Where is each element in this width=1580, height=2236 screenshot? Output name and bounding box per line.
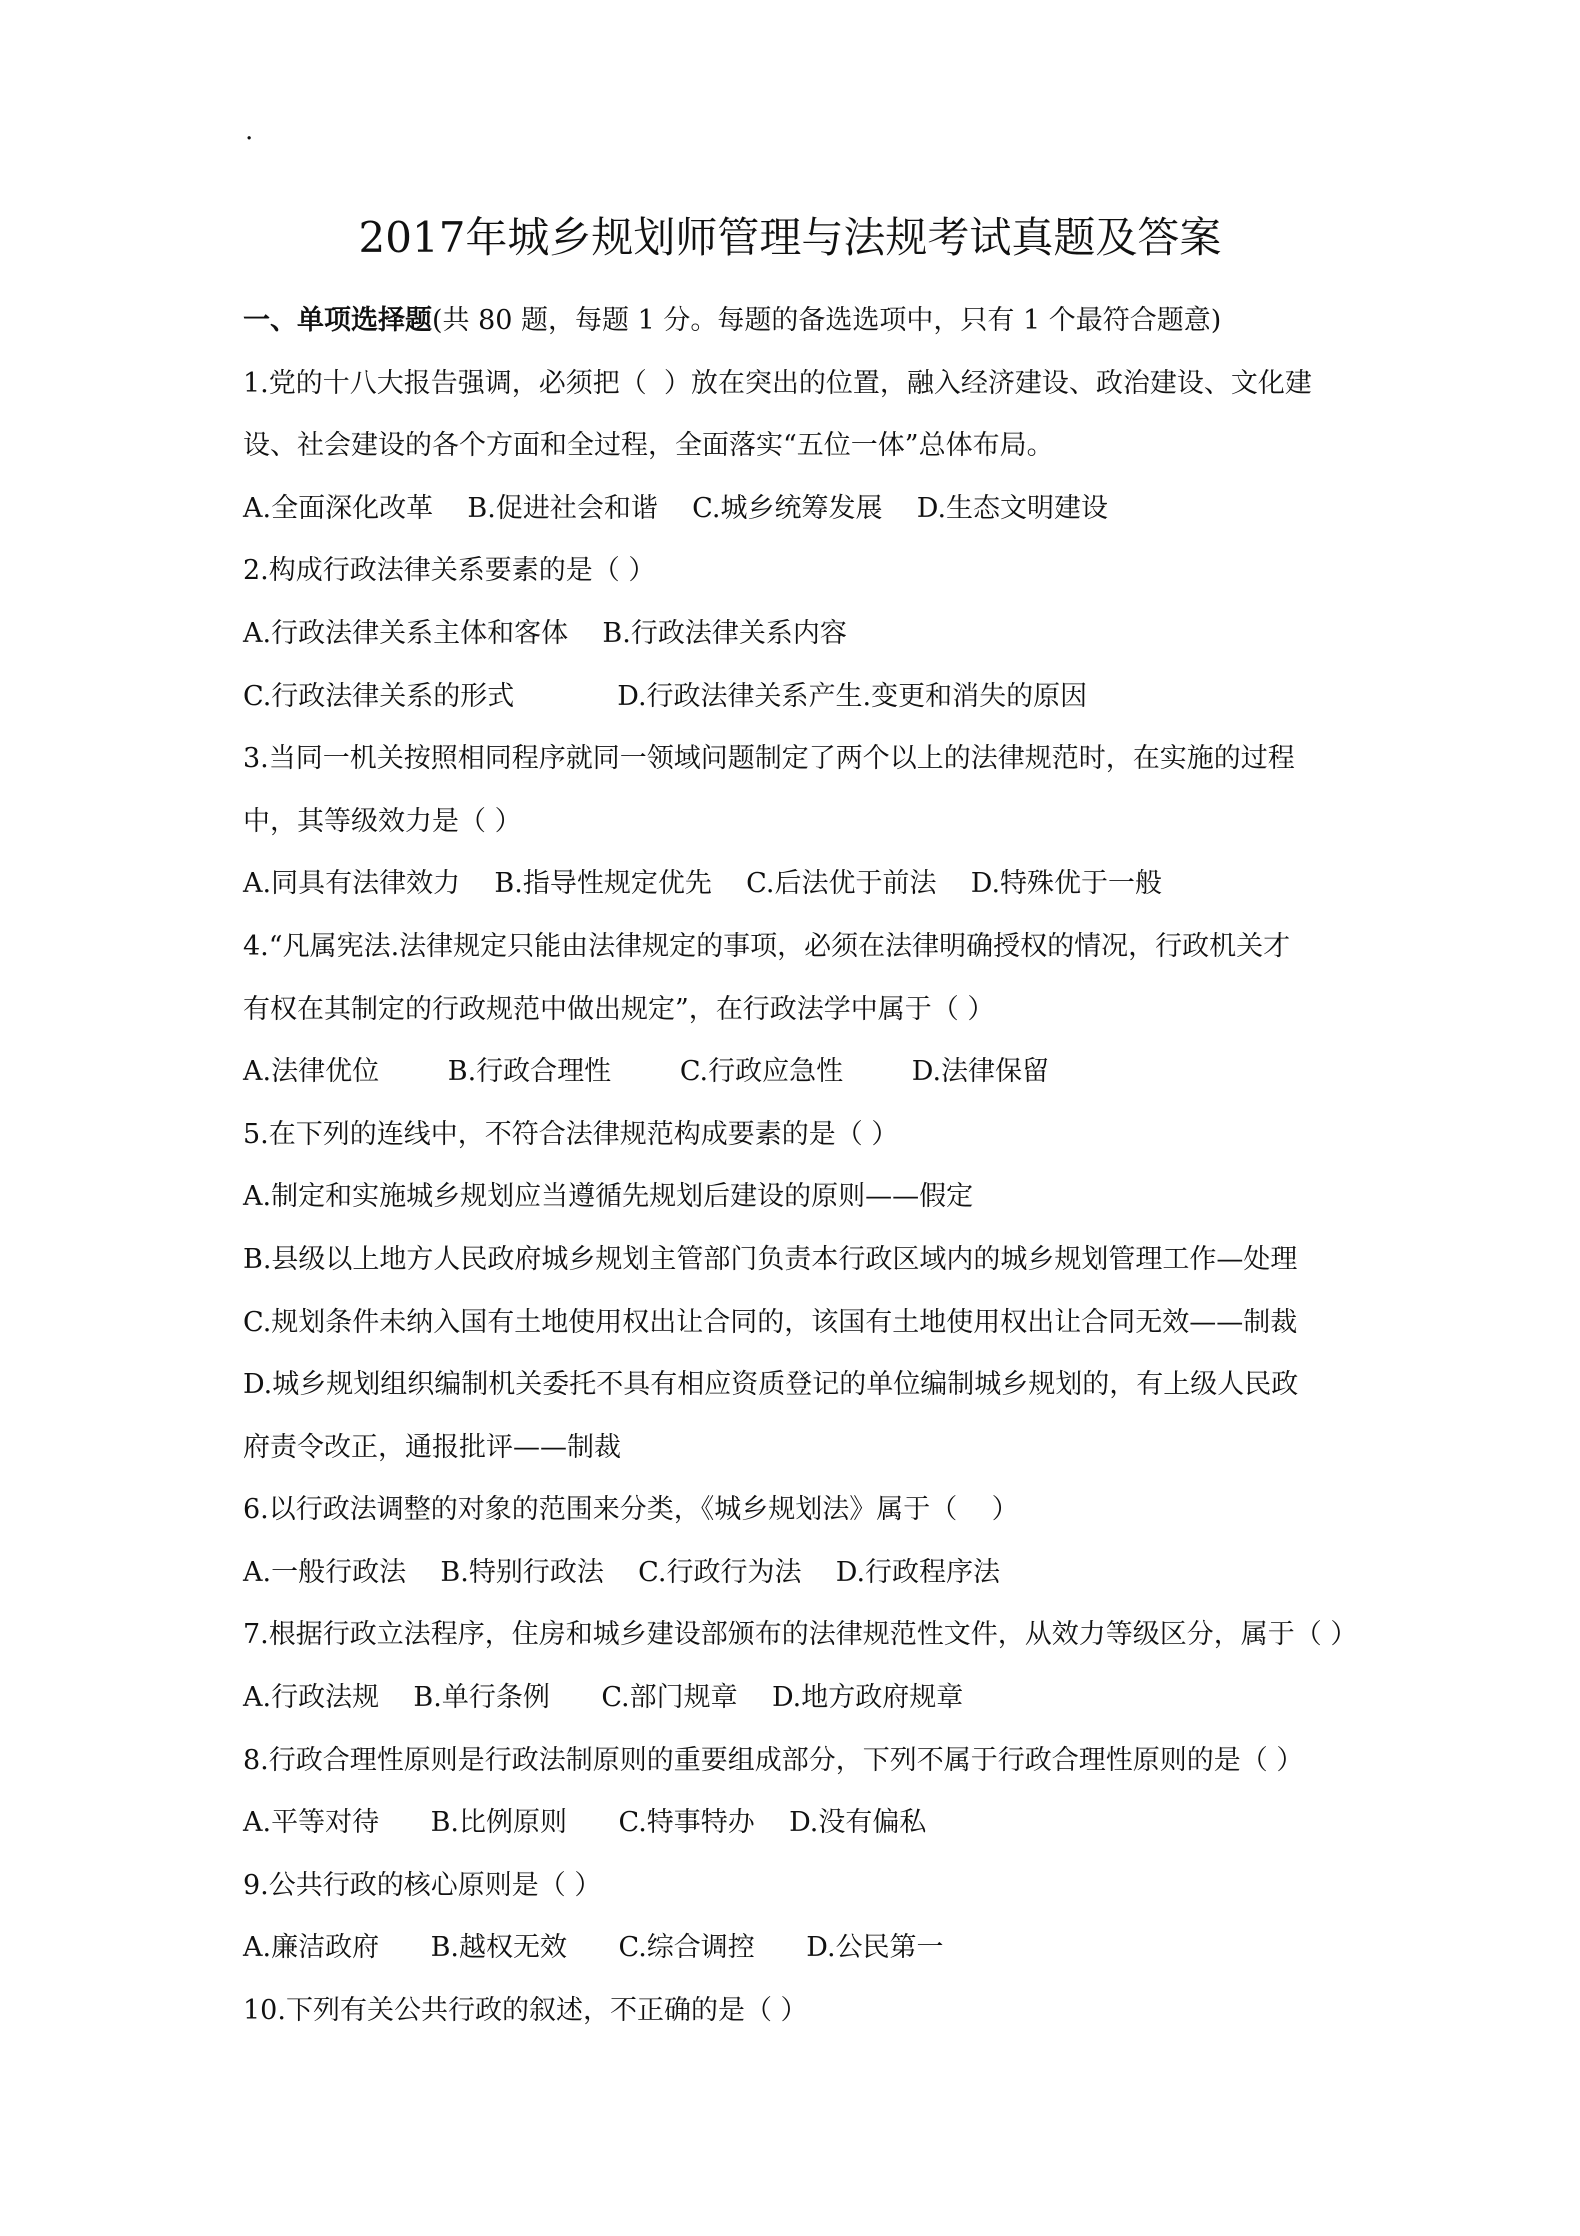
question-5-option-a: A.制定和实施城乡规划应当遵循先规划后建设的原则——假定 bbox=[243, 1181, 974, 1213]
question-9-options: A.廉洁政府 B.越权无效 C.综合调控 D.公民第一 bbox=[243, 1932, 944, 1964]
question-6-options: A.一般行政法 B.特别行政法 C.行政行为法 D.行政程序法 bbox=[243, 1556, 1001, 1588]
question-4-options: A.法律优位 B.行政合理性 C.行政应急性 D.法律保留 bbox=[243, 1056, 1050, 1088]
page-title: 2017年城乡规划师管理与法规考试真题及答案 bbox=[358, 213, 1222, 262]
question-5-option-d: D.城乡规划组织编制机关委托不具有相应资质登记的单位编制城乡规划的，有上级人民政 bbox=[243, 1369, 1299, 1401]
question-5-option-d-cont: 府责令改正，通报批评——制裁 bbox=[243, 1431, 621, 1463]
section-note: (共 80 题，每题 1 分。每题的备选选项中，只有 1 个最符合题意) bbox=[432, 305, 1222, 336]
question-5-option-b: B.县级以上地方人民政府城乡规划主管部门负责本行政区域内的城乡规划管理工作—处理 bbox=[243, 1243, 1298, 1275]
question-8-options: A.平等对待 B.比例原则 C.特事特办 D.没有偏私 bbox=[243, 1807, 927, 1839]
question-2-stem: 2.构成行政法律关系要素的是（ ） bbox=[243, 555, 656, 587]
question-5-option-c: C.规划条件未纳入国有土地使用权出让合同的，该国有土地使用权出让合同无效——制裁 bbox=[243, 1306, 1298, 1338]
question-9-stem: 9.公共行政的核心原则是（ ） bbox=[243, 1869, 602, 1901]
document-body bbox=[243, 290, 1363, 2043]
question-3-stem: 3.当同一机关按照相同程序就同一领域问题制定了两个以上的法律规范时，在实施的过程 bbox=[243, 743, 1295, 775]
question-4-stem: 4.“凡属宪法.法律规定只能由法律规定的事项，必须在法律明确授权的情况，行政机关才 bbox=[243, 930, 1291, 962]
section-heading-line bbox=[243, 290, 1363, 353]
question-5-stem: 5.在下列的连线中，不符合法律规范构成要素的是（ ） bbox=[243, 1118, 899, 1150]
page-marker: . bbox=[245, 116, 254, 146]
question-2-options-cd: C.行政法律关系的形式 D.行政法律关系产生.变更和消失的原因 bbox=[243, 680, 1088, 712]
question-1-stem: 1.党的十八大报告强调，必须把（ ）放在突出的位置，融入经济建设、政治建设、文化建 bbox=[243, 367, 1312, 399]
question-10-stem: 10.下列有关公共行政的叙述，不正确的是（ ） bbox=[243, 1995, 808, 2027]
question-2-options-ab: A.行政法律关系主体和客体 B.行政法律关系内容 bbox=[243, 617, 847, 649]
question-8-stem: 8.行政合理性原则是行政法制原则的重要组成部分，下列不属于行政合理性原则的是（ ） bbox=[243, 1744, 1304, 1776]
section-heading: 一、单项选择题 bbox=[243, 305, 432, 336]
question-7-stem: 7.根据行政立法程序，住房和城乡建设部颁布的法律规范性文件，从效力等级区分，属于（ ） bbox=[243, 1619, 1358, 1651]
question-7-options: A.行政法规 B.单行条例 C.部门规章 D.地方政府规章 bbox=[243, 1682, 964, 1714]
question-3-stem-cont: 中，其等级效力是（ ） bbox=[243, 805, 522, 837]
question-3-options: A.同具有法律效力 B.指导性规定优先 C.后法优于前法 D.特殊优于一般 bbox=[243, 868, 1163, 900]
question-6-stem: 6.以行政法调整的对象的范围来分类，《城乡规划法》属于（ ） bbox=[243, 1494, 1019, 1526]
question-1-stem-cont: 设、社会建设的各个方面和全过程，全面落实“五位一体”总体布局。 bbox=[243, 430, 1054, 462]
question-1-options: A.全面深化改革 B.促进社会和谐 C.城乡统筹发展 D.生态文明建设 bbox=[243, 492, 1109, 524]
question-4-stem-cont: 有权在其制定的行政规范中做出规定”，在行政法学中属于（ ） bbox=[243, 993, 995, 1025]
